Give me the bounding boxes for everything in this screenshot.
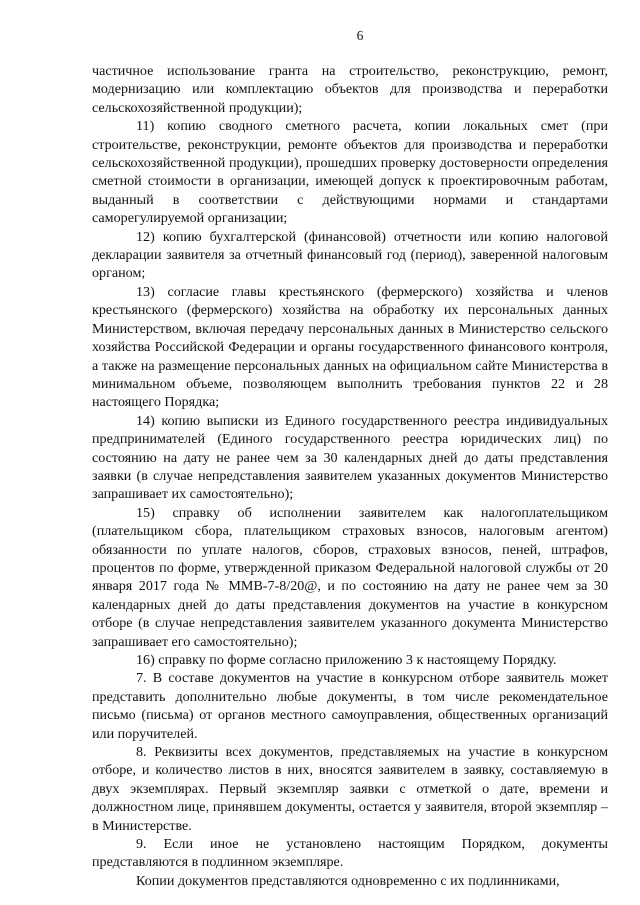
paragraph-item-14: 14) копию выписки из Единого государственного реестра индивидуальных предпринимателей (Единого государственного реестра юридических лиц) по состоянию на дату не ранее чем за 30 календарных дней до даты представления заявки (в случае непредставления заявителем указанных документов Министерство запрашивает их самостоятельно); — [92, 412, 608, 503]
page-number: 6 — [356, 28, 364, 43]
paragraph-section-9: 9. Если иное не установлено настоящим Порядком, документы представляются в подлинном экземпляре. — [92, 836, 608, 871]
document-body — [92, 62, 608, 890]
paragraph-copies: Копии документов представляются одновременно с их подлинниками, — [136, 872, 560, 889]
paragraph-item-12: 12) копию бухгалтерской (финансовой) отчетности или копию налоговой декларации заявителя за отчетный финансовый год (период), заверенной налоговым органом; — [92, 228, 608, 282]
paragraph-item-15: 15) справку об исполнении заявителем как налогоплательщиком (плательщиком сбора, плательщиком страховых взносов, налоговым агентом) обязанности по уплате налогов, сборов, страховых взносов, пеней, штрафов, процентов по форме, утвержденной приказом Федеральной налоговой службы от 20 января 2017 года № ММВ-7-8/20@, и по состоянию на дату не ранее чем за 30 календарных дней до даты представления документов на участие в конкурсном отборе (в случае непредставления заявителем указанного документа Министерство запрашивает его самостоятельно); — [92, 504, 608, 650]
paragraph-item-11: 11) копию сводного сметного расчета, копии локальных смет (при строительстве, реконструкции, ремонте объектов для производства и переработки сельскохозяйственной продукции), прошедших проверку достоверности определения сметной стоимости в организации, имеющей допуск к проектировочным работам, выданный в соответствии с действующими нормами и стандартами саморегулируемой организации; — [92, 118, 608, 227]
paragraph-continuation: частичное использование гранта на строительство, реконструкцию, ремонт, модернизацию или комплектацию объектов для производства и переработки сельскохозяйственной продукции); — [92, 63, 608, 116]
paragraph-item-13: 13) согласие главы крестьянского (фермерского) хозяйства и членов крестьянского (фермерского) хозяйства на обработку их персональных данных Министерством, включая передачу персональных данных в Министерство сельского хозяйства Российской Федерации и органы государственного финансового контроля, а также на размещение персональных данных на официальном сайте Министерства в минимальном объеме, позволяющем выполнить требования пунктов 22 и 28 настоящего Порядка; — [92, 283, 608, 411]
paragraph-section-8: 8. Реквизиты всех документов, представляемых на участие в конкурсном отборе, и количество листов в них, вносятся заявителем в заявку, составляемую в двух экземплярах. Первый экземпляр заявки с отметкой о дате, времени и должностном лице, принявшем документы, остается у заявителя, второй экземпляр – в Министерстве. — [92, 744, 608, 834]
paragraph-section-7: 7. В составе документов на участие в конкурсном отборе заявитель может представить дополнительно любые документы, в том числе рекомендательное письмо (письма) от органов местного самоуправления, общественных организаций или поручителей. — [92, 670, 608, 742]
paragraph-item-16: 16) справку по форме согласно приложению 3 к настоящему Порядку. — [136, 652, 557, 668]
